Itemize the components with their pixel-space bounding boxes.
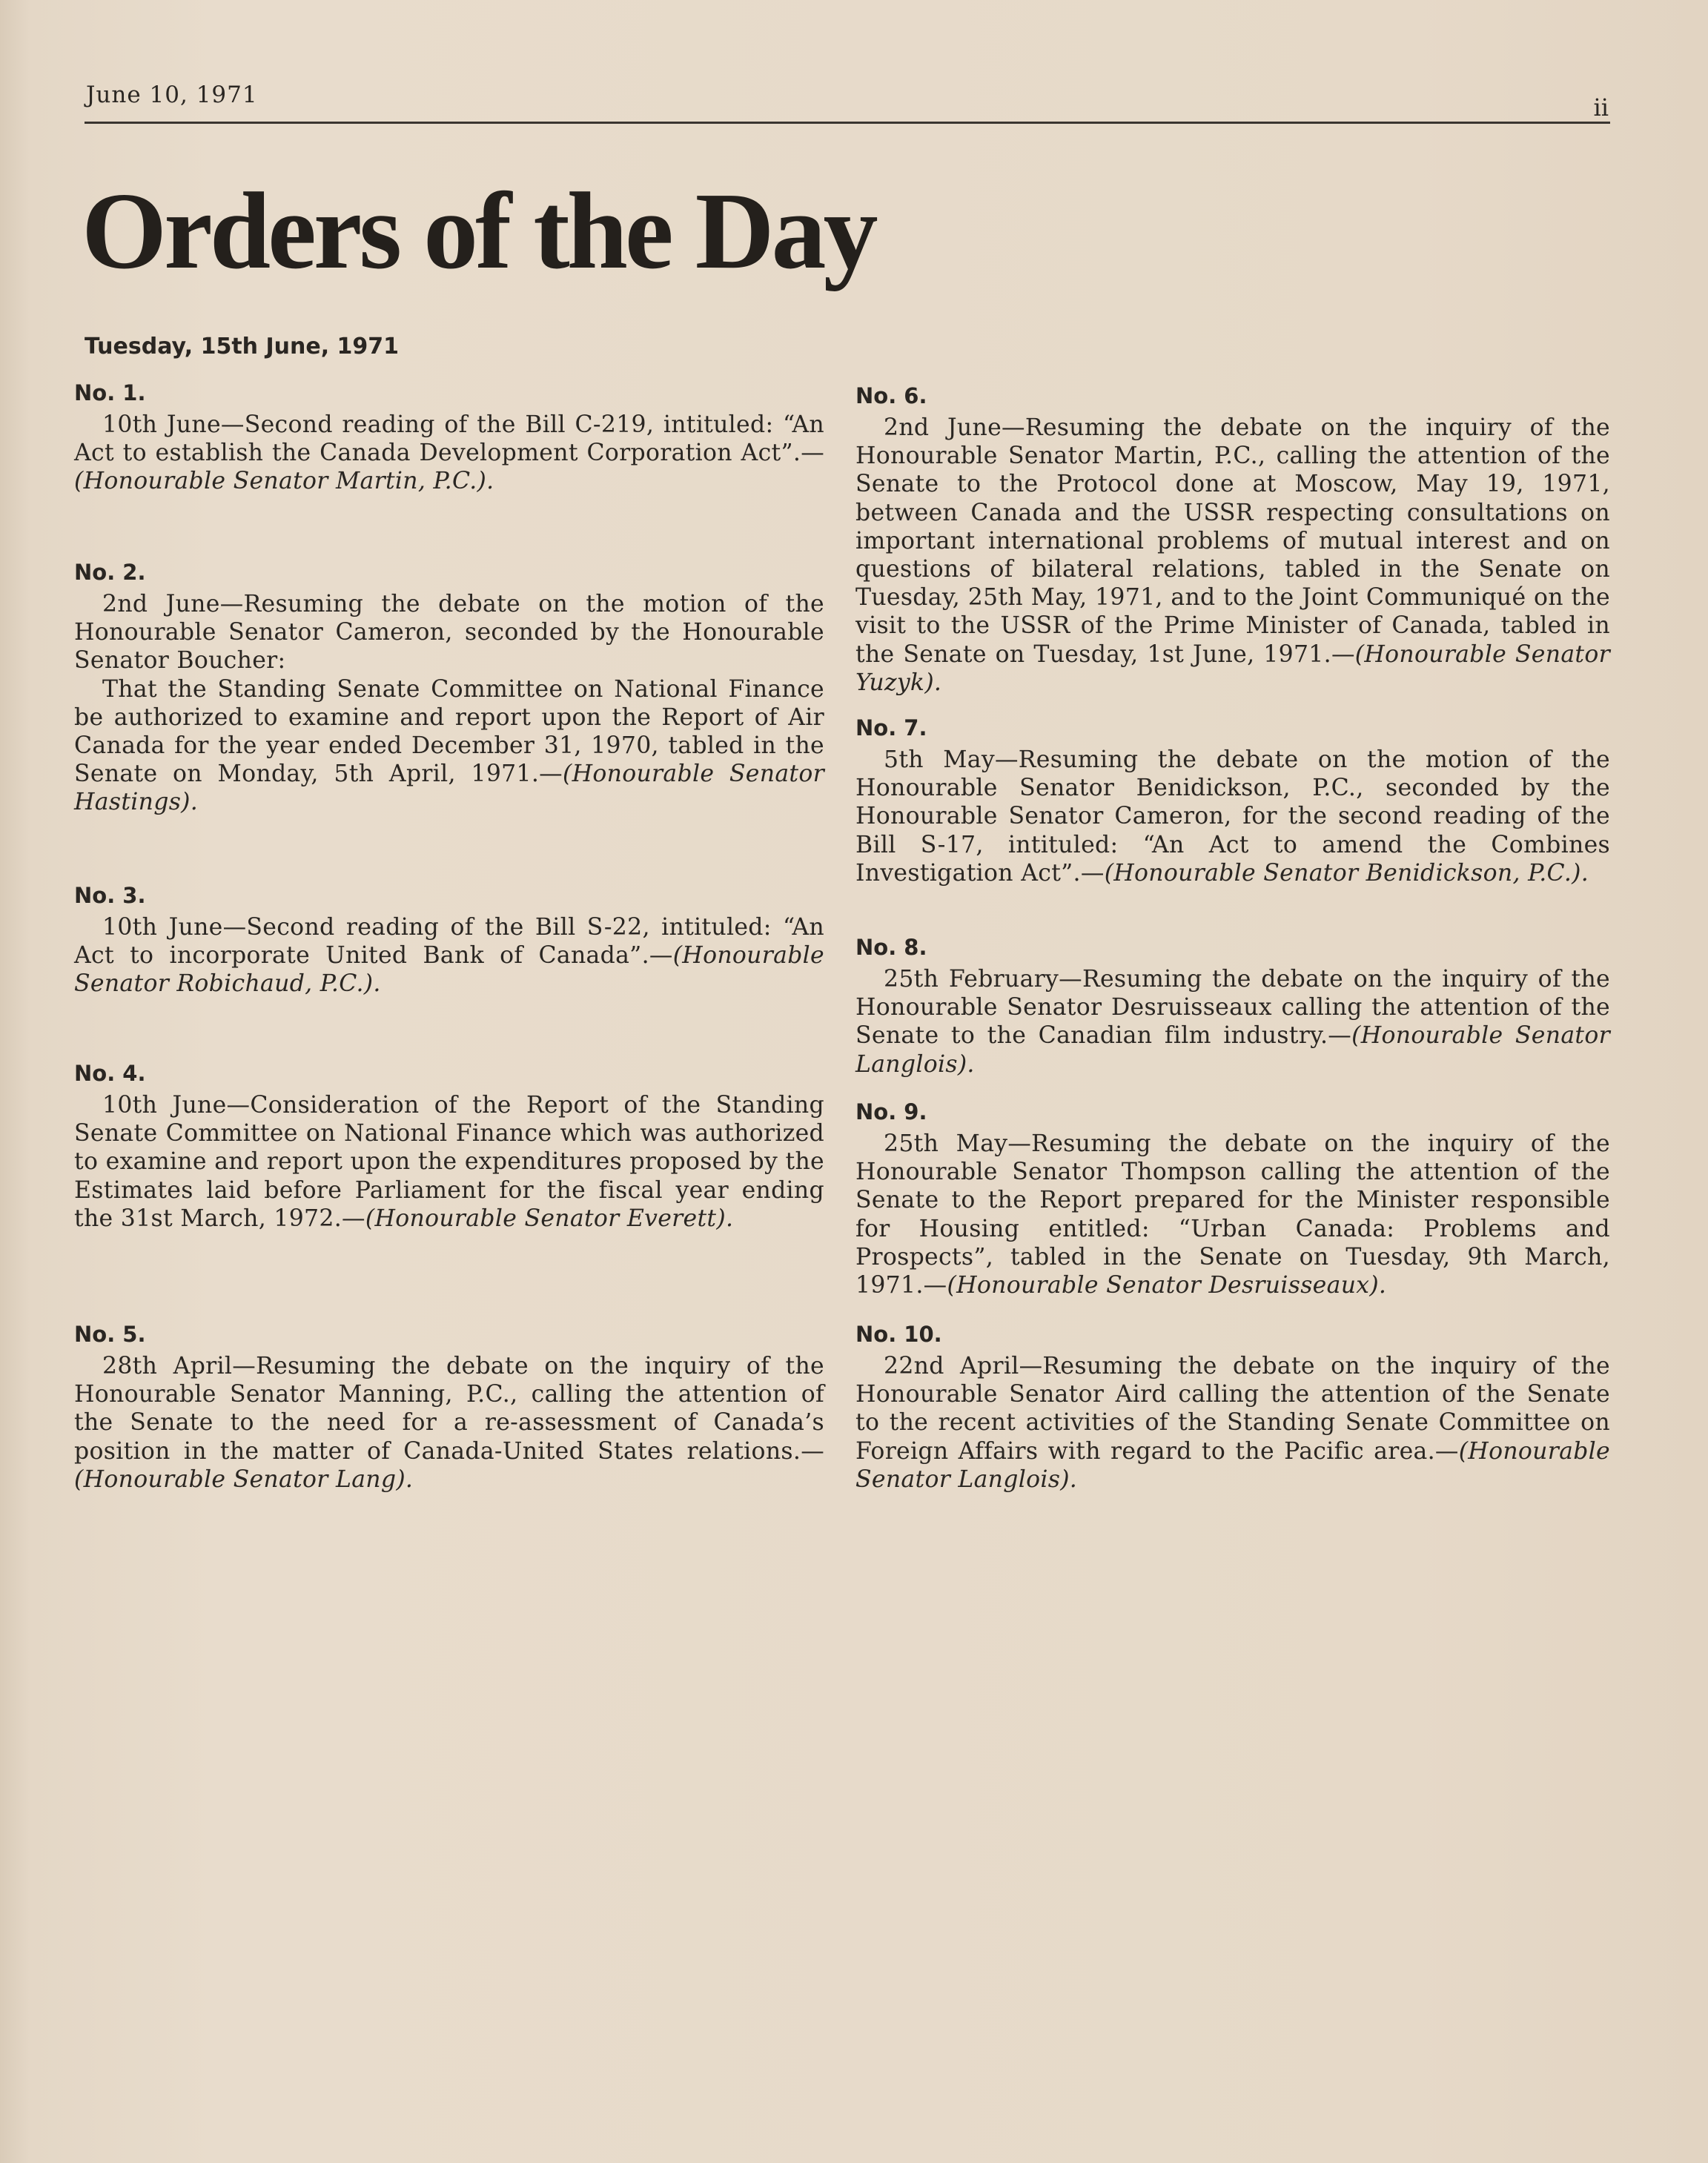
order-number: No. 7.	[855, 715, 927, 741]
order-item-8	[855, 933, 1610, 1079]
order-item-2	[74, 557, 824, 817]
order-item-4	[74, 1059, 824, 1233]
order-item-10	[855, 1319, 1610, 1494]
order-item-3	[74, 881, 824, 998]
order-number: No. 1.	[74, 380, 146, 405]
order-item-9	[855, 1097, 1610, 1299]
page-header	[85, 79, 1610, 124]
order-text: 10th June—Second reading of the Bill S-22, intituled: “An Act to incorporate United Bank of Canada”.—(Honourable Senator Robichaud, P.C.).	[74, 914, 824, 998]
order-number: No. 5.	[74, 1322, 146, 1347]
order-item-6	[855, 381, 1610, 697]
order-number: No. 10.	[855, 1322, 942, 1347]
order-text: 25th May—Resuming the debate on the inquiry of the Honourable Senator Thompson calling the attention of the Senate to the Report prepared for the Minister responsible for Housing entitled: “Urban Canada: Problems and Prospects”, tabled in the Senate on Tuesday, 9th March, 1971.—(Honourable Senator Desruisseaux).	[855, 1130, 1610, 1299]
order-number: No. 9.	[855, 1099, 927, 1124]
order-number: No. 2.	[74, 560, 146, 585]
order-text: 10th June—Second reading of the Bill C-219, intituled: “An Act to establish the Canada Development Corporation Act”.—(Honourable Senator Martin, P.C.).	[74, 411, 824, 495]
order-number: No. 6.	[855, 383, 927, 408]
order-number: No. 8.	[855, 935, 927, 960]
order-text: 5th May—Resuming the debate on the motion of the Honourable Senator Benidickson, P.C., seconded by the Honourable Senator Cameron, for the second reading of the Bill S-17, intituled: “An Act to amend the Combines Investigation Act”.—(Honourable Senator Benidickson, P.C.).	[855, 746, 1610, 887]
order-item-7	[855, 713, 1610, 887]
order-item-1	[74, 378, 824, 496]
order-text: 2nd June—Resuming the debate on the motion of the Honourable Senator Cameron, seconded by the Honourable Senator Boucher:	[74, 591, 824, 675]
page-title: Orders of the Day	[82, 170, 875, 292]
page-number: ii	[1593, 93, 1609, 122]
order-number: No. 4.	[74, 1061, 146, 1086]
order-text: 28th April—Resuming the debate on the inquiry of the Honourable Senator Manning, P.C., calling the attention of the Senate to the need for a re-assessment of Canada’s position in the matter of Canada-United States relations.—(Honourable Senator Lang).	[74, 1353, 824, 1493]
header-date: June 10, 1971	[86, 82, 258, 108]
order-text: 25th February—Resuming the debate on the inquiry of the Honourable Senator Desruisseaux calling the attention of the Senate to the Canadian film industry.—(Honourable Senator Langlois).	[855, 966, 1610, 1078]
order-text: That the Standing Senate Committee on National Finance be authorized to examine and report upon the Report of Air Canada for the year ended December 31, 1970, tabled in the Senate on Monday, 5th April, 1971.—(Honourable Senator Hastings).	[74, 675, 824, 816]
order-number: No. 3.	[74, 883, 146, 908]
order-text: 22nd April—Resuming the debate on the inquiry of the Honourable Senator Aird calling the attention of the Senate to the recent activities of the Standing Senate Committee on Foreign Affairs with regard to the Pacific area.—(Honourable Senator Langlois).	[855, 1353, 1610, 1493]
order-text: 10th June—Consideration of the Report of the Standing Senate Committee on National Finance which was authorized to examine and report upon the expenditures proposed by the Estimates laid before Parliament for the fiscal year ending the 31st March, 1972.—(Honourable Senator Everett).	[74, 1092, 824, 1232]
order-text: 2nd June—Resuming the debate on the inquiry of the Honourable Senator Martin, P.C., calling the attention of the Senate to the Protocol done at Moscow, May 19, 1971, between Canada and the USSR respecting consultations on important international problems of mutual interest and on questions of bilateral relations, tabled in the Senate on Tuesday, 25th May, 1971, and to the Joint Communiqué on the visit to the USSR of the Prime Minister of Canada, tabled in the Senate on Tuesday, 1st June, 1971.—(Honourable Senator Yuzyk).	[855, 414, 1610, 696]
sitting-date: Tuesday, 15th June, 1971	[85, 334, 400, 360]
order-item-5	[74, 1319, 824, 1494]
